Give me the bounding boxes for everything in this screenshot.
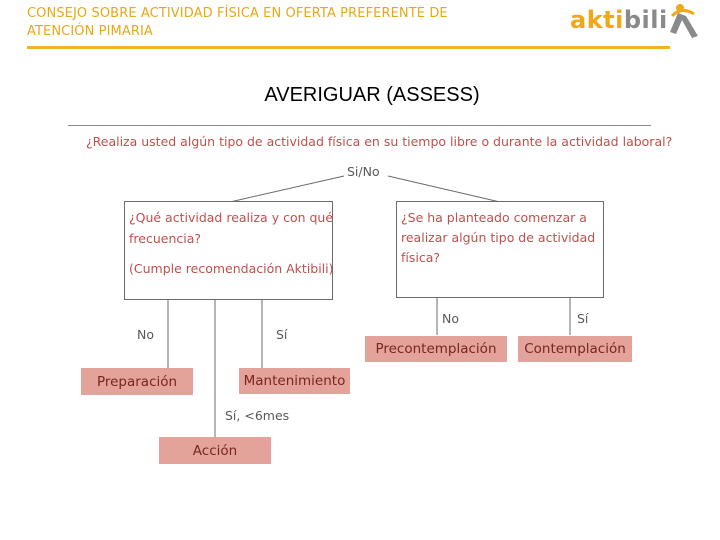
left-box-line3: (Cumple recomendación Aktibili) xyxy=(129,261,334,276)
start-activity-question-box xyxy=(396,201,604,298)
right-box-line1: ¿Se ha planteado comenzar a xyxy=(401,210,587,225)
outcome-accion: Acción xyxy=(159,437,271,464)
left-si-label: Sí xyxy=(276,327,288,342)
header-title-line2: ATENCIÓN PIMARIA xyxy=(27,24,153,39)
outcome-preparacion: Preparación xyxy=(81,368,193,395)
right-box-line2: realizar algún tipo de actividad xyxy=(401,230,596,245)
logo-text-part2: bili xyxy=(623,6,668,34)
left-si-short-label: Sí, <6mes xyxy=(225,408,290,423)
left-box-line2: frecuencia? xyxy=(129,231,202,246)
right-no-label: No xyxy=(442,311,459,326)
root-question: ¿Realiza usted algún tipo de actividad física en su tiempo libre o durante la actividad laboral? xyxy=(86,134,673,149)
slide-title: AVERIGUAR (ASSESS) xyxy=(264,84,480,106)
outcome-precontemplacion: Precontemplación xyxy=(365,336,507,362)
logo-text-part1: akti xyxy=(570,6,624,34)
activity-frequency-question-box xyxy=(124,201,333,300)
left-no-label: No xyxy=(137,327,154,342)
outcome-contemplacion: Contemplación xyxy=(518,336,632,362)
outcome-mantenimiento: Mantenimiento xyxy=(239,368,350,394)
root-answer-label: Si/No xyxy=(347,164,380,179)
right-si-label: Sí xyxy=(577,311,589,326)
left-box-line1: ¿Qué actividad realiza y con qué xyxy=(129,210,334,225)
header-title-line1: CONSEJO SOBRE ACTIVIDAD FÍSICA EN OFERTA PREFERENTE DE xyxy=(27,6,448,21)
right-box-line3: física? xyxy=(401,250,441,265)
